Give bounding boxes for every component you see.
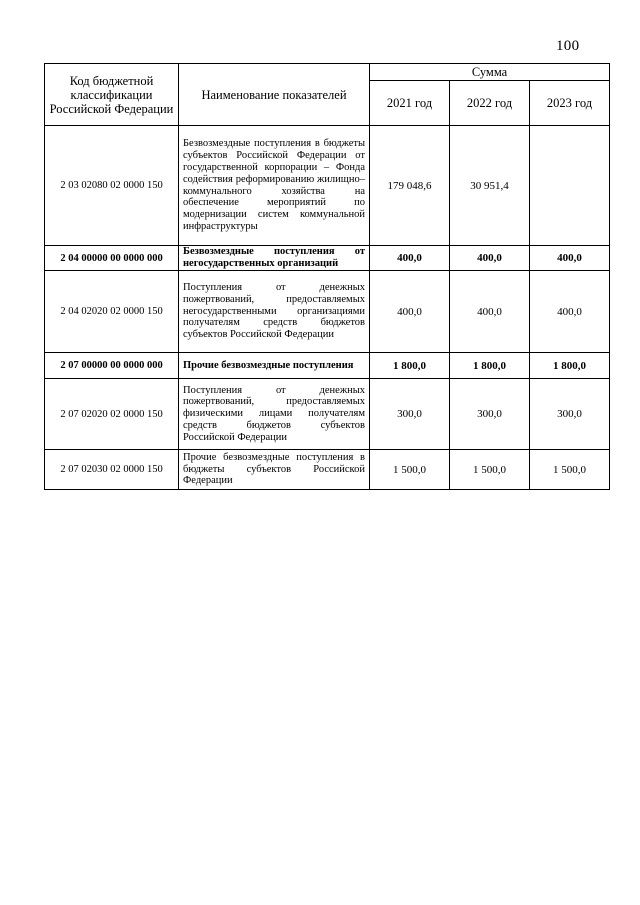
header-year-2022: 2022 год: [450, 81, 530, 126]
header-sum: Сумма: [370, 64, 610, 81]
row-value-2021: 300,0: [370, 379, 450, 450]
table-row: [45, 450, 610, 490]
row-value-2022: 400,0: [450, 271, 530, 353]
header-year-2021: 2021 год: [370, 81, 450, 126]
row-value-2021: 179 048,6: [370, 126, 450, 246]
table-row: [45, 353, 610, 379]
row-name: Поступления от денежных пожертвований, предоставляемых физическими лицами получателям средств бюджетов субъектов Российской Федерации: [179, 379, 370, 450]
row-value-2022: 1 800,0: [450, 353, 530, 379]
page-number: 100: [556, 38, 580, 54]
row-value-2023: 400,0: [530, 246, 610, 271]
row-code: 2 04 02020 02 0000 150: [45, 271, 179, 353]
row-value-2022: 300,0: [450, 379, 530, 450]
header-year-2023: 2023 год: [530, 81, 610, 126]
row-value-2021: 1 500,0: [370, 450, 450, 490]
row-code: 2 04 00000 00 0000 000: [45, 246, 179, 271]
row-value-2023: 400,0: [530, 271, 610, 353]
row-code: 2 07 02030 02 0000 150: [45, 450, 179, 490]
row-value-2022: 30 951,4: [450, 126, 530, 246]
row-name: Безвозмездные поступления в бюджеты субъектов Российской Федерации от государственной корпорации – Фонда содействия реформированию жилищно–коммунального хозяйства на обеспечение мероприятий по модернизации систем коммунальной инфраструктуры: [179, 126, 370, 246]
row-value-2021: 400,0: [370, 271, 450, 353]
table-header-row: [45, 64, 610, 81]
table-row: [45, 246, 610, 271]
header-code: Код бюджетной классификации Российской Федерации: [45, 64, 179, 126]
row-value-2021: 400,0: [370, 246, 450, 271]
row-value-2023: [530, 126, 610, 246]
table-row: [45, 271, 610, 353]
row-value-2022: 400,0: [450, 246, 530, 271]
row-name: Поступления от денежных пожертвований, предоставляемых негосударственными организациями получателям средств бюджетов субъектов Российской Федерации: [179, 271, 370, 353]
row-code: 2 07 02020 02 0000 150: [45, 379, 179, 450]
row-value-2022: 1 500,0: [450, 450, 530, 490]
table-row: [45, 379, 610, 450]
row-name: Прочие безвозмездные поступления: [179, 353, 370, 379]
row-name: Безвозмездные поступления от негосударственных организаций: [179, 246, 370, 271]
row-value-2023: 300,0: [530, 379, 610, 450]
row-name: Прочие безвозмездные поступления в бюджеты субъектов Российской Федерации: [179, 450, 370, 490]
row-code: 2 07 00000 00 0000 000: [45, 353, 179, 379]
budget-table: [44, 63, 610, 490]
row-value-2021: 1 800,0: [370, 353, 450, 379]
row-value-2023: 1 500,0: [530, 450, 610, 490]
table-row: [45, 126, 610, 246]
row-value-2023: 1 800,0: [530, 353, 610, 379]
header-name: Наименование показателей: [179, 64, 370, 126]
row-code: 2 03 02080 02 0000 150: [45, 126, 179, 246]
